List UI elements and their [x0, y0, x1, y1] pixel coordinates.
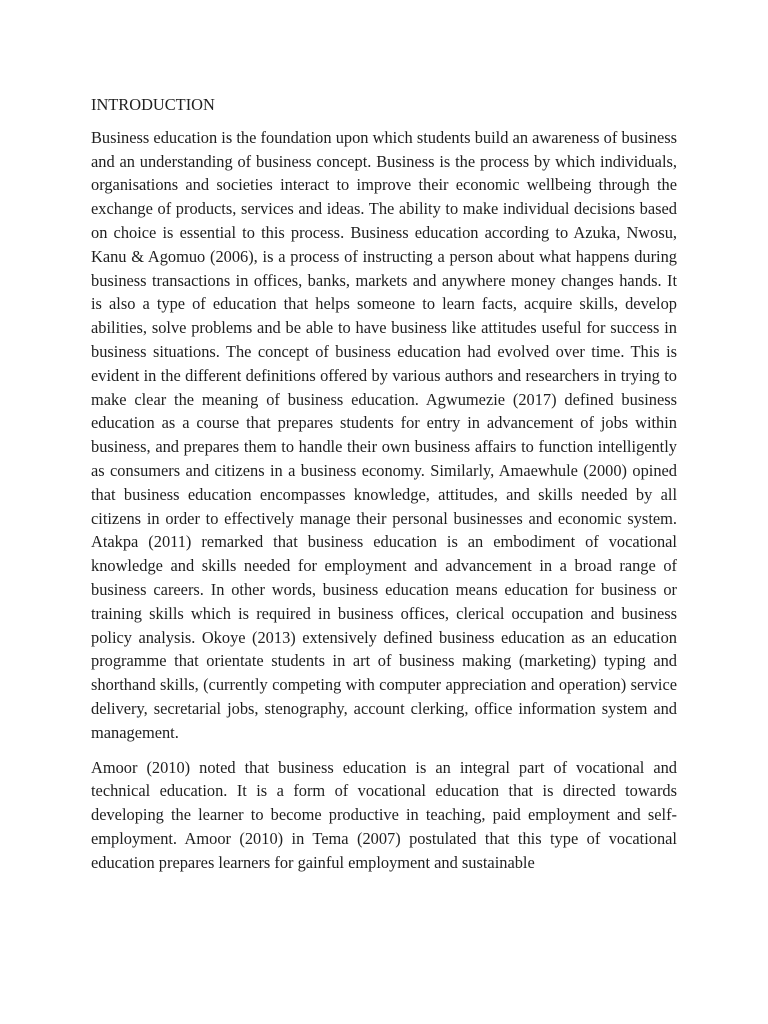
document-body	[91, 93, 677, 875]
paragraph-2: Amoor (2010) noted that business education is an integral part of vocational and technical education. It is a form of vocational education that is directed towards developing the learner to become productive in teaching, paid employment and self-employment. Amoor (2010) in Tema (2007) postulated that this type of vocational education prepares learners for gainful employment and sustainable	[91, 757, 677, 872]
section-heading: INTRODUCTION	[91, 95, 215, 114]
paragraph-1: Business education is the foundation upon which students build an awareness of business and an understanding of business concept. Business is the process by which individuals, organisations and societies interact to improve their economic wellbeing through the exchange of products, services and ideas. The ability to make individual decisions based on choice is essential to this process. Business education according to Azuka, Nwosu, Kanu & Agomuo (2006), is a process of instructing a person about what happens during business transactions in offices, banks, markets and anywhere money changes hands. It is also a type of education that helps someone to learn facts, acquire skills, develop abilities, solve problems and be able to have business like attitudes useful for success in business situations. The concept of business education had evolved over time. This is evident in the different definitions offered by various authors and researchers in trying to make clear the meaning of business education. Agwumezie (2017) defined business education as a course that prepares students for entry in advancement of jobs within business, and prepares them to handle their own business affairs to function intelligently as consumers and citizens in a business economy. Similarly, Amaewhule (2000) opined that business education encompasses knowledge, attitudes, and skills needed by all citizens in order to effectively manage their personal businesses and economic system. Atakpa (2011) remarked that business education is an embodiment of vocational knowledge and skills needed for employment and advancement in a broad range of business careers. In other words, business education means education for business or training skills which is required in business offices, clerical occupation and business policy analysis. Okoye (2013) extensively defined business education as an education programme that orientate students in art of business making (marketing) typing and shorthand skills, (currently competing with computer appreciation and operation) service delivery, secretarial jobs, stenography, account clerking, office information system and management.	[91, 127, 677, 742]
